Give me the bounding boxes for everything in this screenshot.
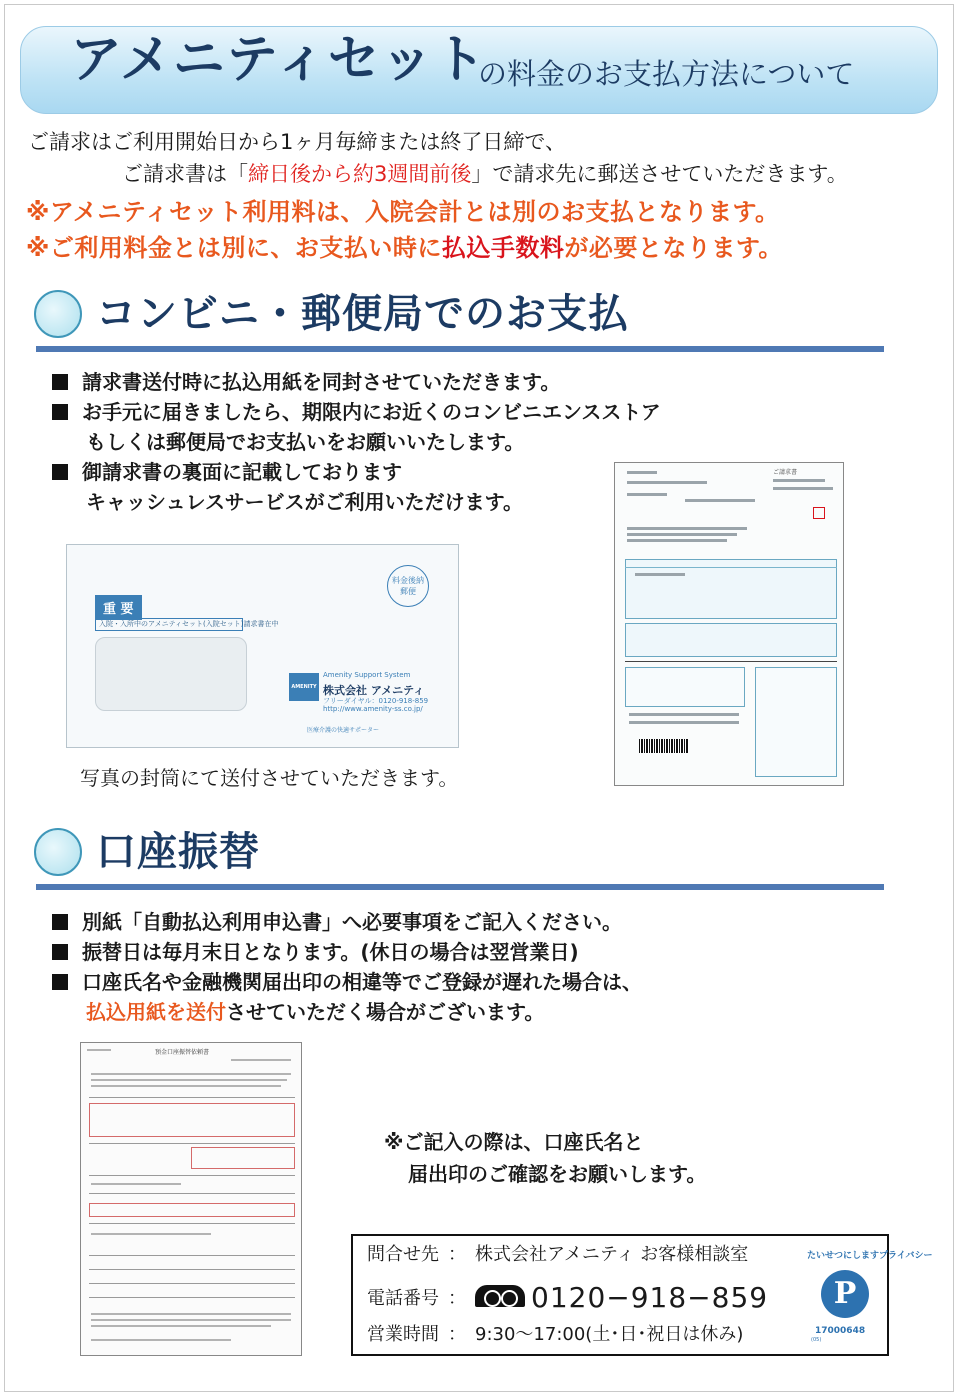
company-name-en: Amenity Support System	[323, 671, 411, 679]
section-circle-icon	[34, 828, 82, 876]
contact-row-hours	[367, 1326, 743, 1344]
bullet-text: 振替日は毎月末日となります。(休日の場合は翌営業日)	[82, 940, 579, 964]
square-bullet-icon	[52, 464, 68, 480]
form-text	[91, 1233, 211, 1235]
form-rule	[89, 1143, 295, 1144]
warning-1: ※アメニティセット利用料は、入院会計とは別のお支払となります。	[26, 198, 780, 226]
contact-label: 営業時間	[367, 1324, 439, 1345]
company-name-jp: 株式会社 アメニティ	[323, 684, 425, 697]
form-text	[91, 1079, 287, 1081]
envelope-caption: 写真の封筒にて送付させていただきます。	[80, 766, 459, 790]
application-form-image	[80, 1042, 302, 1356]
bullet-text: お手元に届きましたら、期限内にお近くのコンビニエンスストア	[82, 400, 661, 424]
invoice-text	[627, 481, 707, 484]
payment-slip-right	[755, 667, 837, 777]
form-rule	[89, 1223, 295, 1224]
form-rule	[89, 1283, 295, 1284]
invoice-text	[773, 479, 825, 482]
bullet-text: 請求書送付時に払込用紙を同封させていただきます。	[82, 370, 561, 394]
invoice-text	[627, 527, 747, 530]
bullet-continuation: キャッシュレスサービスがご利用いただけます。	[86, 490, 523, 514]
privacy-mark-text: たいせつにしますプライバシー	[807, 1251, 933, 1261]
form-rule	[89, 1193, 295, 1194]
bullet-item	[52, 372, 560, 392]
warning-2	[26, 236, 783, 260]
square-bullet-icon	[52, 974, 68, 990]
form-title: 預金口座振替依頼書	[155, 1049, 210, 1056]
form-rule	[89, 1097, 295, 1098]
envelope-window	[95, 637, 247, 711]
invoice-text	[629, 721, 739, 724]
invoice-text	[627, 493, 667, 496]
bullet-item	[52, 402, 661, 422]
intro-line-2-b: 」で請求先に郵送させていただきます。	[471, 162, 848, 186]
intro-line-2-highlight: 締日後から約3週間前後	[248, 162, 472, 186]
payment-slip-left	[625, 667, 745, 707]
invoice-text	[629, 713, 739, 716]
note-line-1: ※ご記入の際は、口座氏名と	[384, 1130, 644, 1154]
bullet-highlight: 払込用紙を送付	[86, 1000, 226, 1024]
company-seal	[813, 507, 825, 519]
form-text	[91, 1073, 291, 1075]
contact-label: 問合せ先	[367, 1244, 439, 1265]
envelope-photo	[66, 544, 459, 748]
intro-line-2	[122, 164, 848, 185]
square-bullet-icon	[52, 914, 68, 930]
invoice-cut-line	[625, 661, 837, 662]
invoice-text	[773, 487, 833, 490]
form-text	[91, 1339, 231, 1341]
form-rule	[89, 1255, 295, 1256]
contact-colon: ：	[448, 1244, 466, 1265]
bullet-text: 口座氏名や金融機関届出印の相違等でご登録が遅れた場合は、	[82, 970, 642, 994]
form-red-box	[89, 1103, 295, 1137]
page-title: アメニティセット	[70, 30, 487, 90]
warning-2-b: が必要となります。	[564, 234, 783, 262]
form-text	[91, 1325, 271, 1327]
warning-2-highlight: 払込手数料	[441, 234, 565, 262]
form-text	[91, 1319, 291, 1321]
phone-number[interactable]: 0120−918−859	[531, 1281, 769, 1314]
section-circle-icon	[34, 290, 82, 338]
bullet-text: 別紙「自動払込利用申込書」へ必要事項をご記入ください。	[82, 910, 622, 934]
invoice-text	[627, 539, 727, 542]
invoice-text	[627, 471, 657, 474]
form-text	[91, 1085, 281, 1087]
invoice-image	[614, 462, 844, 786]
section-divider	[36, 884, 884, 890]
contact-colon: ：	[448, 1288, 466, 1309]
contact-row-inquiry	[367, 1246, 748, 1264]
invoice-table	[625, 559, 837, 619]
contact-label: 電話番号	[367, 1288, 439, 1309]
square-bullet-icon	[52, 944, 68, 960]
bullet-item	[52, 912, 622, 932]
form-red-box	[191, 1147, 295, 1169]
company-logo: AMENITY	[289, 673, 319, 701]
square-bullet-icon	[52, 374, 68, 390]
intro-line-2-a: ご請求書は「	[122, 162, 248, 186]
form-text	[231, 1059, 291, 1061]
invoice-text	[685, 499, 755, 502]
company-tagline: 医療介護の快適サポーター	[307, 727, 380, 734]
invoice-rule	[625, 567, 837, 568]
form-rule	[89, 1175, 295, 1176]
form-text	[91, 1183, 181, 1185]
barcode	[639, 739, 689, 753]
freedial-icon	[475, 1285, 525, 1307]
privacy-mark-logo	[805, 1244, 933, 1352]
privacy-mark-number: 17000648	[815, 1326, 866, 1336]
intro-line-1: ご請求はご利用開始日から1ヶ月毎締または終了日締で、	[28, 130, 566, 154]
section-heading-convenience: コンビニ・郵便局でのお支払	[96, 291, 629, 337]
bullet-text: 御請求書の裏面に記載しております	[82, 460, 402, 484]
section-heading-transfer: 口座振替	[96, 829, 260, 875]
form-text	[91, 1313, 291, 1315]
square-bullet-icon	[52, 404, 68, 420]
bullet-continuation: もしくは郵便局でお支払いをお願いいたします。	[86, 430, 525, 454]
note-line-2: 届出印のご確認をお願いします。	[408, 1162, 707, 1186]
page-subtitle: の料金のお支払方法について	[478, 57, 855, 91]
company-url: http://www.amenity-ss.co.jp/	[323, 705, 423, 713]
bullet-item	[52, 972, 642, 992]
form-rule	[89, 1297, 295, 1298]
envelope-badge: 重 要	[95, 595, 142, 620]
form-text	[87, 1049, 111, 1051]
postage-stamp: 料金後納 郵便	[387, 565, 429, 607]
invoice-text	[635, 573, 685, 576]
contact-box	[351, 1234, 933, 1356]
warning-2-a: ※ご利用料金とは別に、お支払い時に	[26, 234, 442, 262]
section-divider	[36, 346, 884, 352]
company-tel: フリーダイヤル：0120-918-859	[323, 697, 429, 705]
envelope-strip: 入院・入所中のアメニティセット(入院セット)請求書在中	[95, 618, 243, 631]
contact-value: 9:30〜17:00(土･日･祝日は休み)	[475, 1324, 744, 1345]
contact-colon: ：	[448, 1324, 466, 1345]
contact-row-phone	[367, 1281, 769, 1314]
form-rule	[89, 1269, 295, 1270]
bullet-continuation	[86, 1002, 544, 1022]
bullet-item	[52, 462, 402, 482]
bullet-item	[52, 942, 579, 962]
invoice-summary	[625, 623, 837, 657]
contact-value: 株式会社アメニティ お客様相談室	[475, 1244, 749, 1265]
invoice-title: ご請求書	[773, 469, 798, 476]
privacy-mark-sub: (05)	[811, 1337, 822, 1343]
bullet-continuation-text: させていただく場合がございます。	[226, 1000, 545, 1024]
form-red-box	[89, 1203, 295, 1217]
invoice-text	[627, 533, 737, 536]
privacy-mark-icon: P	[821, 1270, 869, 1318]
